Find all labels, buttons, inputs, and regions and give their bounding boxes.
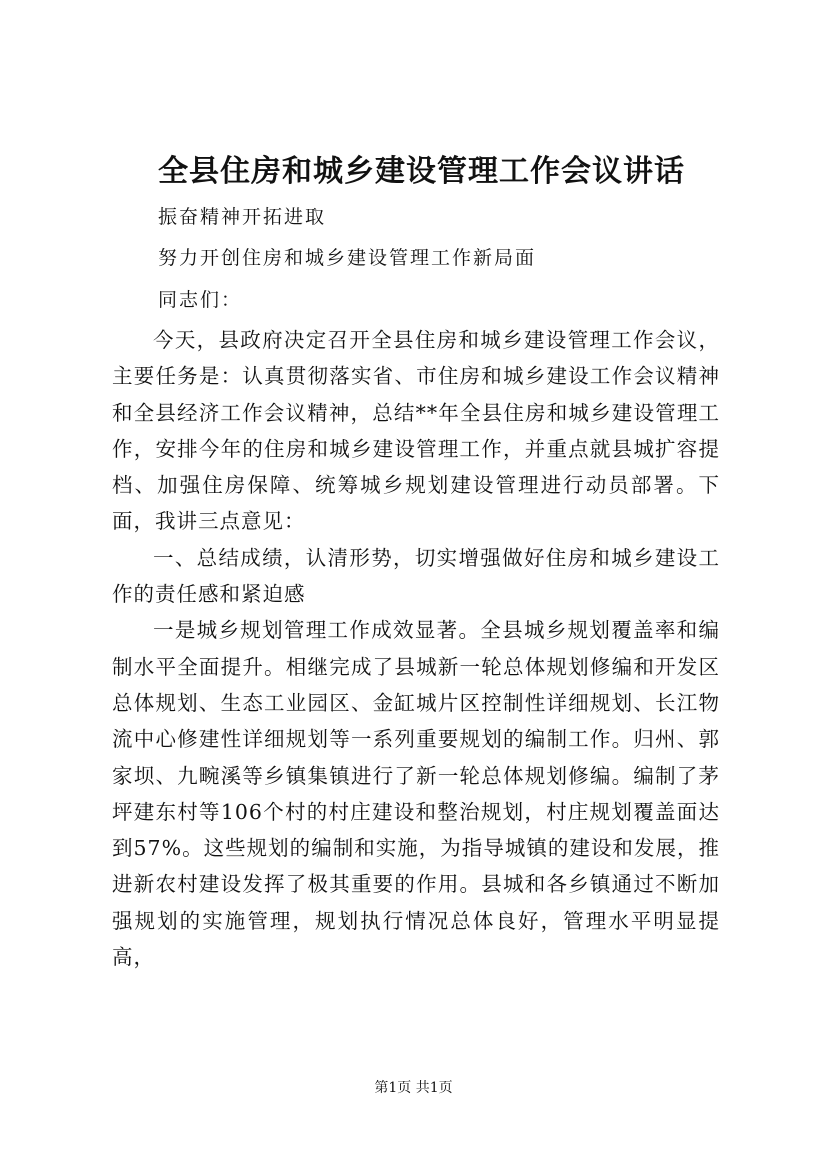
paragraph: 一是城乡规划管理工作成效显著。全县城乡规划覆盖率和编制水平全面提升。相继完成了县城新一轮总体规划修编和开发区总体规划、生态工业园区、金缸城片区控制性详细规划、长江物流中心修建性详细规划等一系列重要规划的编制工作。归州、郭家坝、九畹溪等乡镇集镇进行了新一轮总体规划修编。编制了茅坪建东村等106个村的村庄建设和整治规划，村庄规划覆盖面达到57%。这些规划的编制和实施，为指导城镇的建设和发展，推进新农村建设发挥了极其重要的作用。县城和各乡镇通过不断加强规划的实施管理，规划执行情况总体良好，管理水平明显提高， [112, 618, 720, 970]
page-footer: 第1页 共1页 [374, 1080, 453, 1096]
document-body [112, 322, 720, 975]
subtitle-line-1: 振奋精神开拓进取 [158, 206, 327, 228]
paragraph: 今天，县政府决定召开全县住房和城乡建设管理工作会议，主要任务是：认真贯彻落实省、市住房和城乡建设工作会议精神和全县经济工作会议精神，总结**年全县住房和城乡建设管理工作，安排今年的住房和城乡建设管理工作，并重点就县城扩容提档、加强住房保障、统筹城乡规划建设管理进行动员部署。下面，我讲三点意见： [112, 328, 720, 534]
document-title: 全县住房和城乡建设管理工作会议讲话 [158, 154, 685, 189]
section-heading: 一、总结成绩，认清形势，切实增强做好住房和城乡建设工作的责任感和紧迫感 [112, 545, 720, 607]
salutation: 同志们： [158, 289, 243, 311]
subtitle-line-2: 努力开创住房和城乡建设管理工作新局面 [158, 247, 537, 269]
